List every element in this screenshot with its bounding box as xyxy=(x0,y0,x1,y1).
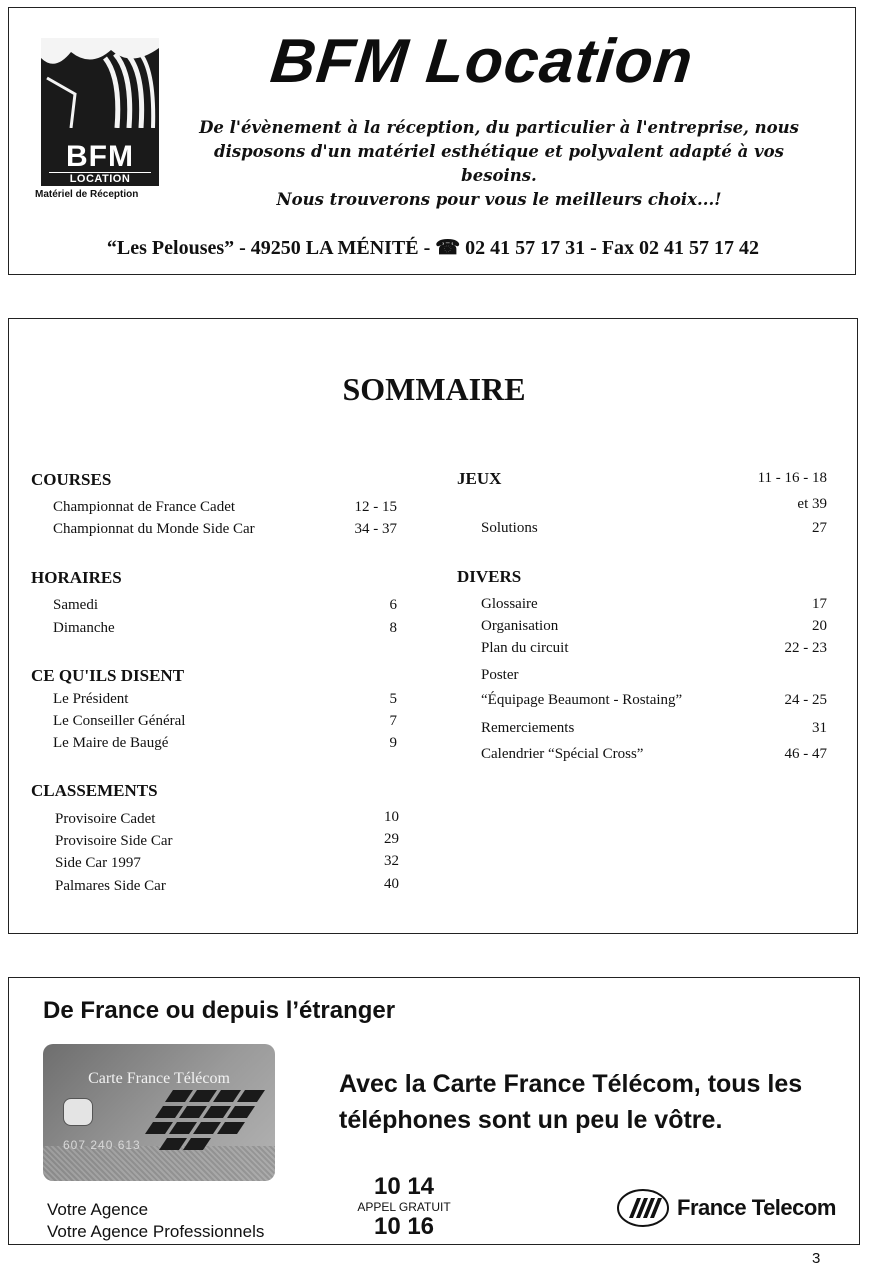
toc-page: 7 xyxy=(389,713,397,729)
toc-page: 12 - 15 xyxy=(354,499,397,515)
france-telecom-ad xyxy=(8,977,860,1245)
bfm-title: BFM Location xyxy=(267,27,697,96)
toc-page: 24 - 25 xyxy=(784,692,827,708)
appel-gratuit-label: APPEL GRATUIT xyxy=(357,1200,451,1214)
ft-tagline: Avec la Carte France Télécom, tous les téléphones sont un peu le vôtre. xyxy=(339,1070,803,1134)
agence-pro-label: Votre Agence Professionnels xyxy=(47,1222,265,1241)
toc-entry: Championnat de France Cadet xyxy=(53,499,236,515)
toc-page: 11 - 16 - 18 xyxy=(757,470,827,486)
toc-entry: Solutions xyxy=(481,520,538,536)
toc-page: et 39 xyxy=(797,496,827,512)
toc-page: 20 xyxy=(812,618,827,634)
bfm-slogan xyxy=(179,116,819,212)
bfm-address: “Les Pelouses” - 49250 LA MÉNITÉ - ☎ 02 41 57 17 31 - Fax 02 41 57 17 42 xyxy=(106,237,760,259)
section-title: DIVERS xyxy=(457,567,522,586)
logo-brand: BFM xyxy=(66,140,134,173)
toc-page: 8 xyxy=(389,620,397,636)
bfm-logo xyxy=(35,38,167,206)
toc-page: 32 xyxy=(384,853,399,869)
toc-page: 6 xyxy=(389,597,397,613)
toc-entry: Palmares Side Car xyxy=(55,878,166,894)
free-number-2: 10 16 xyxy=(373,1213,435,1240)
toc-page: 22 - 23 xyxy=(784,640,827,656)
toc-page: 31 xyxy=(812,720,827,736)
toc-entry: Glossaire xyxy=(481,596,538,612)
curtain-icon xyxy=(41,38,159,128)
toc-page: 40 xyxy=(384,876,399,892)
bfm-location-ad xyxy=(8,7,856,275)
toc-page: 17 xyxy=(812,596,827,612)
toc-entry: “Équipage Beaumont - Rostaing” xyxy=(481,692,683,708)
agence-label: Votre Agence xyxy=(47,1200,149,1219)
toc-entry: Calendrier “Spécial Cross” xyxy=(481,746,644,762)
section-title: COURSES xyxy=(31,470,112,489)
free-number-1: 10 14 xyxy=(373,1173,435,1200)
section-title: HORAIRES xyxy=(31,568,122,587)
toc-entry: Le Conseiller Général xyxy=(53,713,186,729)
toc-entry: Provisoire Cadet xyxy=(55,811,156,827)
toc-entry: Side Car 1997 xyxy=(55,855,141,871)
toc-entry: Organisation xyxy=(481,618,559,634)
toc-entry: Poster xyxy=(481,667,519,683)
slogan-line: De l'évènement à la réception, du particulier à l'entreprise, nous xyxy=(199,118,799,137)
toc-page: 5 xyxy=(389,691,397,707)
slogan-line: disposons d'un matériel esthétique et polyvalent adapté à vos besoins. xyxy=(214,142,784,185)
toc-entry: Plan du circuit xyxy=(481,640,569,656)
toc-entry: Dimanche xyxy=(53,620,115,636)
phone-card-image xyxy=(43,1044,275,1181)
chip-icon xyxy=(63,1098,93,1126)
france-telecom-logo-icon xyxy=(615,1186,671,1230)
section-title: JEUX xyxy=(457,469,502,488)
card-grid-icon xyxy=(143,1086,273,1156)
toc-page: 46 - 47 xyxy=(784,746,827,762)
logo-tagline: Matériel de Réception xyxy=(35,189,139,200)
sommaire-title: SOMMAIRE xyxy=(342,371,526,407)
toc-entry: Samedi xyxy=(53,597,98,613)
toc-page: 34 - 37 xyxy=(354,521,397,537)
toc-entry: Provisoire Side Car xyxy=(55,833,173,849)
toc-page: 29 xyxy=(384,831,399,847)
sommaire-box xyxy=(8,318,858,934)
toc-page: 9 xyxy=(389,735,397,751)
france-telecom-logo xyxy=(615,1186,851,1230)
logo-text: France Telecom xyxy=(677,1195,836,1220)
card-name: Carte France Télécom xyxy=(88,1070,230,1087)
section-title: CLASSEMENTS xyxy=(31,781,158,800)
toc-page: 27 xyxy=(812,520,827,536)
toc-entry: Le Président xyxy=(53,691,129,707)
section-title: CE QU'ILS DISENT xyxy=(31,666,185,685)
toc-entry: Le Maire de Baugé xyxy=(53,735,169,751)
slogan-line: Nous trouverons pour vous le meilleurs choix...! xyxy=(276,190,722,209)
logo-sub: LOCATION xyxy=(49,172,151,185)
toc-entry: Remerciements xyxy=(481,720,575,736)
card-number: 607 240 613 xyxy=(63,1138,141,1152)
toc-entry: Championnat du Monde Side Car xyxy=(53,521,255,537)
ft-headline: De France ou depuis l’étranger xyxy=(43,997,396,1024)
toc-page: 10 xyxy=(384,809,399,825)
page-number: 3 xyxy=(812,1250,821,1267)
